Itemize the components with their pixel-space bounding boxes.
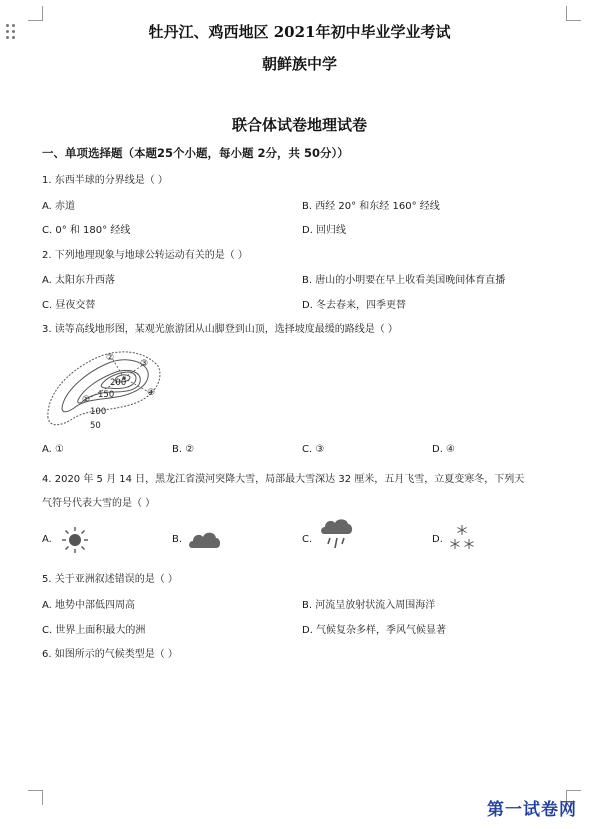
- option-a: A. 太阳东升西落: [42, 275, 116, 286]
- cloudy-icon: [188, 528, 222, 550]
- option-c: C.: [302, 534, 313, 545]
- school-name: 朝鲜族中学: [261, 55, 337, 73]
- option-d: D. 冬去春来，四季更替: [302, 300, 407, 311]
- route-2-label: ②: [106, 353, 115, 363]
- option-c: C. 世界上面积最大的洲: [42, 625, 146, 636]
- question-6: 6. 如图所示的气候类型是（ ）: [42, 649, 178, 660]
- page-corner-mark: [28, 6, 43, 21]
- question-5: 5. 关于亚洲叙述错误的是（ ）: [42, 574, 178, 585]
- question-4-continued: 气符号代表大雪的是（ ）: [42, 498, 156, 509]
- route-1-label: ①: [82, 395, 91, 405]
- question-4: 4. 2020 年 5 月 14 日，黑龙江省漠河突降大雪，局部最大雪深达 32 厘米，五月飞雪，立夏变寒冬，下列天: [42, 474, 525, 485]
- sunny-icon: [60, 526, 90, 554]
- question-2: 2. 下列地理现象与地球公转运动有关的是（ ）: [42, 250, 248, 261]
- contour-label-150: 150: [98, 390, 115, 400]
- option-a: A. 赤道: [42, 201, 76, 212]
- option-b: B. 唐山的小明要在早上收看美国晚间体育直播: [302, 275, 506, 286]
- option-c: C. ③: [302, 444, 325, 455]
- option-c: C. 昼夜交替: [42, 300, 96, 311]
- option-a: A.: [42, 534, 52, 545]
- heavy-snow-icon: [448, 524, 476, 552]
- paper-title: 联合体试卷地理试卷: [231, 116, 367, 134]
- option-b: B. 西经 20° 和东经 160° 经线: [302, 201, 440, 212]
- option-b: B.: [172, 534, 183, 545]
- option-a: A. ①: [42, 444, 64, 455]
- contour-label-200: 200: [110, 378, 127, 388]
- option-b: B. ②: [172, 444, 195, 455]
- route-4-label: ④: [147, 388, 156, 398]
- question-1: 1. 东西半球的分界线是（ ）: [42, 175, 168, 186]
- option-c: C. 0° 和 180° 经线: [42, 225, 131, 236]
- page-corner-mark: [28, 790, 43, 805]
- contour-label-100: 100: [90, 407, 107, 417]
- option-d: D. 气候复杂多样，季风气候显著: [302, 625, 447, 636]
- option-d: D. ④: [432, 444, 456, 455]
- option-a: A. 地势中部低四周高: [42, 600, 136, 611]
- route-3-label: ③: [140, 359, 149, 369]
- section-heading: 一、单项选择题（本题25个小题，每小题 2分，共 50分））: [42, 146, 349, 160]
- exam-title: 牡丹江、鸡西地区 2021年初中毕业学业考试: [148, 23, 451, 41]
- option-d: D.: [432, 534, 443, 545]
- question-3: 3. 读等高线地形图，某观光旅游团从山脚登到山顶，选择坡度最缓的路线是（ ）: [42, 324, 398, 335]
- contour-label-50: 50: [90, 421, 101, 431]
- option-d: D. 回归线: [302, 225, 347, 236]
- contour-map: [44, 344, 164, 434]
- rain-icon: [320, 518, 354, 552]
- page-corner-mark: [566, 6, 581, 21]
- option-b: B. 河流呈放射状流入周围海洋: [302, 600, 436, 611]
- site-watermark: 第一试卷网: [487, 800, 577, 820]
